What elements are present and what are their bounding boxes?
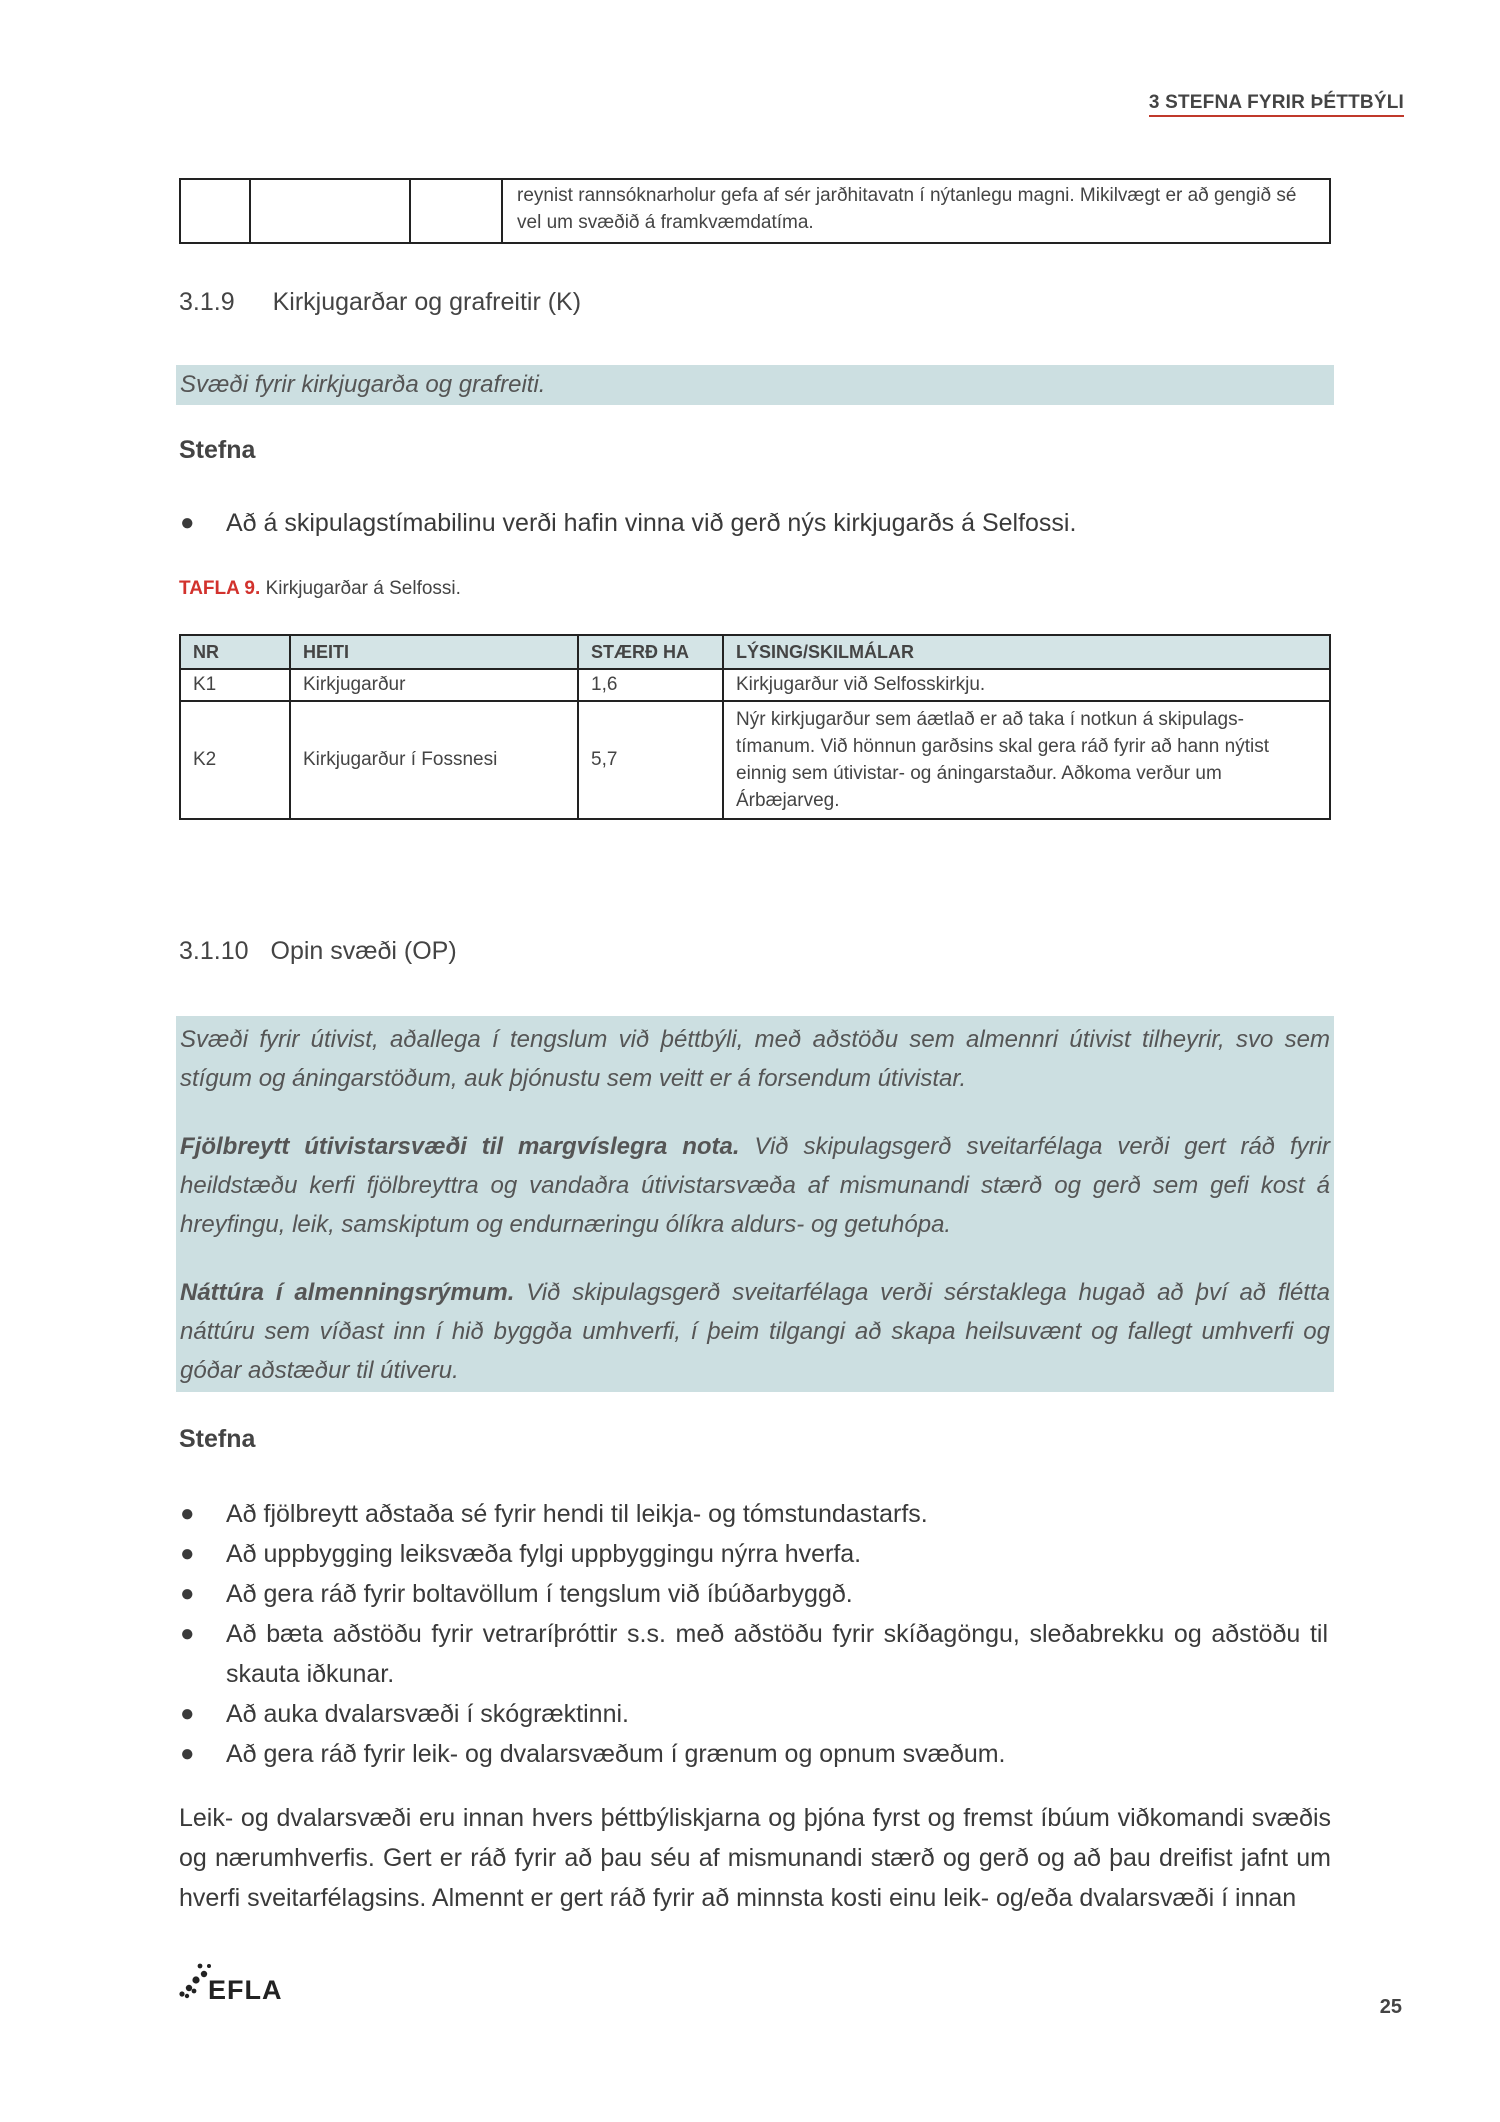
stefna-heading: Stefna [179, 436, 256, 464]
policy-list-op [176, 1494, 1328, 1774]
bullet-icon: ● [180, 1540, 195, 1567]
table-cell [180, 179, 250, 243]
section-heading-k [179, 288, 581, 317]
efla-logo-icon [178, 1962, 290, 2002]
bullet-icon: ● [180, 1700, 195, 1727]
table-row [180, 701, 1330, 819]
table-header-row [180, 635, 1330, 669]
section-title: Opin svæði (OP) [270, 937, 457, 965]
column-header: STÆRÐ HA [578, 635, 723, 669]
page-number: 25 [1379, 1996, 1402, 2018]
table-cell: Kirkjugarður við Selfosskirkju. [723, 669, 1330, 701]
svg-text:EFLA: EFLA [208, 1975, 283, 2002]
caption-text: Kirkjugarðar á Selfossi. [265, 578, 461, 599]
column-header: LÝSING/SKILMÁLAR [723, 635, 1330, 669]
bullet-icon: ● [180, 1740, 195, 1767]
table-cell: Nýr kirkjugarður sem áætlað er að taka í notkun á skipulags-tímanum. Við hönnun garðsins skal gera ráð fyrir að hann nýtist einnig sem útivistar- og áningarstaður. Aðkoma verður um Árbæjarveg. [723, 701, 1330, 819]
table-cell [410, 179, 502, 243]
table-cell: Kirkjugarður [290, 669, 578, 701]
definition-band [176, 1016, 1334, 1392]
cemetery-table [179, 634, 1331, 820]
list-item: ● Að gera ráð fyrir leik- og dvalarsvæðum í grænum og opnum svæðum. [176, 1734, 1328, 1774]
efla-logo [178, 1962, 290, 2007]
table-caption [179, 578, 461, 600]
list-item: ● Að bæta aðstöðu fyrir vetraríþróttir s.s. með aðstöðu fyrir skíðagöngu, sleðabrekku og aðstöðu til skauta iðkunar. [176, 1614, 1328, 1694]
policy-list-k [176, 503, 1334, 543]
bullet-icon: ● [180, 1500, 195, 1527]
policy-title: Fjölbreytt útivistarsvæði til margvíslegra nota. [180, 1133, 740, 1160]
definition-band: Svæði fyrir kirkjugarða og grafreiti. [176, 365, 1334, 405]
section-number: 3.1.9 [179, 288, 235, 316]
stefna-heading: Stefna [179, 1425, 256, 1453]
policy-title: Náttúra í almenningsrýmum. [180, 1279, 515, 1306]
section-number: 3.1.10 [179, 937, 249, 965]
list-item: ● Að auka dvalarsvæði í skógræktinni. [176, 1694, 1328, 1734]
table-cell: 1,6 [578, 669, 723, 701]
table-cell [250, 179, 410, 243]
table-cell-text: reynist rannsóknarholur gefa af sér jarðhitavatn í nýtanlegu magni. Mikilvægt er að gengið sé vel um svæðið á framkvæmdatíma. [502, 179, 1330, 243]
caption-label: TAFLA 9. [179, 578, 261, 599]
table-row [180, 669, 1330, 701]
bullet-icon: ● [180, 509, 195, 536]
column-header: NR [180, 635, 290, 669]
chapter-header: 3 STEFNA FYRIR ÞÉTTBÝLI [1149, 92, 1404, 117]
bullet-icon: ● [180, 1620, 195, 1647]
table-cell: 5,7 [578, 701, 723, 819]
list-item: ● Að gera ráð fyrir boltavöllum í tengslum við íbúðarbyggð. [176, 1574, 1328, 1614]
section-title: Kirkjugarðar og grafreitir (K) [272, 288, 582, 316]
policy-paragraph: Náttúra í almenningsrýmum. Við skipulagsgerð sveitarfélaga verði sérstaklega hugað að því að flétta náttúru sem víðast inn í hið byggða umhverfi, í þeim tilgangi að skapa heilsuvænt og fallegt umhverfi og góðar aðstæður til útiveru. [180, 1279, 1330, 1384]
policy-paragraph: Fjölbreytt útivistarsvæði til margvíslegra nota. Við skipulagsgerð sveitarfélaga verði gert ráð fyrir heildstæðu kerfi fjölbreyttra og vandaðra útivistarsvæða af mismunandi stærð og gerð sem gefi kost á hreyfingu, leik, samskiptum og endurnæringu ólíkra aldurs- og getuhópa. [180, 1133, 1330, 1238]
column-header: HEITI [290, 635, 578, 669]
body-paragraph: Leik- og dvalarsvæði eru innan hvers þéttbýliskjarna og þjóna fyrst og fremst íbúum viðkomandi svæðis og nærumhverfis. Gert er ráð fyrir að þau séu af mismunandi stærð og gerð og að þau dreifist jafnt um hverfi sveitarfélagsins. Almennt er gert ráð fyrir að minnsta kosti einu leik- og/eða dvalarsvæði í innan [179, 1804, 1331, 1912]
table-cell: K2 [180, 701, 290, 819]
list-item: ● Að á skipulagstímabilinu verði hafin vinna við gerð nýs kirkjugarðs á Selfossi. [176, 503, 1334, 543]
table-cell: Kirkjugarður í Fossnesi [290, 701, 578, 819]
continued-table [179, 178, 1331, 244]
table-cell: K1 [180, 669, 290, 701]
list-item: ● Að uppbygging leiksvæða fylgi uppbyggingu nýrra hverfa. [176, 1534, 1328, 1574]
bullet-icon: ● [180, 1580, 195, 1607]
section-heading-op [179, 937, 457, 966]
list-item: ● Að fjölbreytt aðstaða sé fyrir hendi til leikja- og tómstundastarfs. [176, 1494, 1328, 1534]
definition-text: Svæði fyrir útivist, aðallega í tengslum við þéttbýli, með aðstöðu sem almennri útivist tilheyrir, svo sem stígum og áningarstöðum, auk þjónustu sem veitt er á forsendum útivistar. [180, 1026, 1330, 1092]
